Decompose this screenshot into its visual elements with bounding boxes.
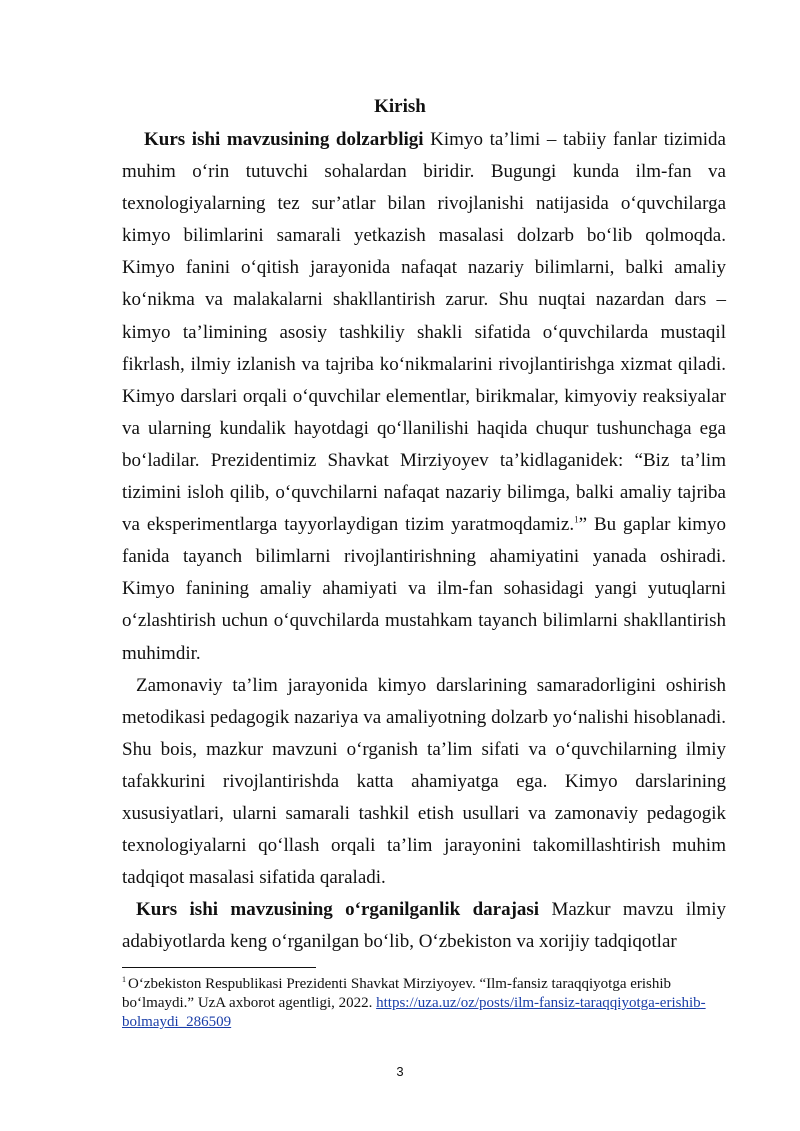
footnote <box>122 975 726 1032</box>
paragraph-text: Kimyo ta’limi – tabiiy fanlar tizimida muhim o‘rin tutuvchi sohalardan biridir. Bugungi kunda ilm-fan va texnologiyalarning tez sur’atlar bilan rivojlanishi natijasida o‘quvchilarga kimyo bilimlarini samarali yetkazish masalasi dolzarb bo‘lib qolmoqda. Kimyo fanini o‘qitish jarayonida nafaqat nazariy bilimlarni, balki amaliy ko‘nikma va malakalarni shakllantirish zarur. Shu nuqtai nazardan dars – kimyo ta’limining asosiy tashkiliy shakli sifatida o‘quvchilarda mustaqil fikrlash, ilmiy izlanish va tajriba ko‘nikmalarini rivojlantirishga xizmat qiladi. Kimyo darslari orqali o‘quvchilar elementlar, birikmalar, kimyoviy reaksiyalar va ularning kundalik hayotdagi qo‘llanilishi haqida chuqur tushunchaga ega bo‘ladilar. Prezidentimiz Shavkat Mirziyoyev ta’kidlaganidek: “Biz ta’lim tizimini isloh qilib, o‘quvchilarni nafaqat nazariy bilimga, balki amaliy tajriba va eksperimentlarga tayyorlaydigan tizim yaratmoqdamiz. <box>122 129 726 536</box>
paragraph-text: ” Bu gaplar kimyo fanida tayanch bilimlarni rivojlantirishning ahamiyatini yanada oshiradi. Kimyo fanining amaliy ahamiyati va ilm-fan sohasidagi yangi yutuqlarni o‘zlashtirish uchun o‘quvchilarda mustahkam tayanch bilimlarni shakllantirish muhimdir. <box>122 514 726 664</box>
footnote-link[interactable]: https://uza.uz/oz/posts/ilm-fansiz-taraqqiyotga-erishib-bolmaydi_286509 <box>122 995 706 1030</box>
paragraph-relevance <box>122 124 726 670</box>
paragraph-text: Mazkur mavzu ilmiy adabiyotlarda keng o‘rganilgan bo‘lib, O‘zbekiston va xorijiy tadqiqotlar <box>122 899 726 953</box>
section-title: Kirish <box>374 96 426 117</box>
body-text <box>122 124 726 958</box>
paragraph-study-level <box>122 894 726 958</box>
footnote-reference[interactable]: 1 <box>574 514 579 525</box>
paragraph-lead-heading: Kurs ishi mavzusining o‘rganilganlik darajasi <box>136 899 540 921</box>
footnote-mark: 1 <box>122 975 126 984</box>
paragraph-modern-education: Zamonaviy ta’lim jarayonida kimyo darslarining samaradorligini oshirish metodikasi pedagogik nazariya va amaliyotning dolzarb yo‘nalishi hisoblanadi. Shu bois, mazkur mavzuni o‘rganish ta’lim sifati va o‘quvchilarning ilmiy tafakkurini rivojlantirishda katta ahamiyatga ega. Kimyo darslarining xususiyatlari, ularni samarali tashkil etish usullari va zamonaviy pedagogik texnologiyalarni qo‘llash orqali ta’lim jarayonini takomillashtirish muhim tadqiqot masalasi sifatida qaraladi. <box>122 674 726 889</box>
footnote-divider <box>122 967 316 968</box>
page-number: 3 <box>396 1064 404 1079</box>
footnote-text: O‘zbekiston Respublikasi Prezidenti Shavkat Mirziyoyev. “Ilm-fansiz taraqqiyotga erishib bo‘lmaydi.” UzA axborot agentligi, 2022. <box>122 976 672 1011</box>
paragraph-lead-heading: Kurs ishi mavzusining dolzarbligi <box>144 129 424 150</box>
